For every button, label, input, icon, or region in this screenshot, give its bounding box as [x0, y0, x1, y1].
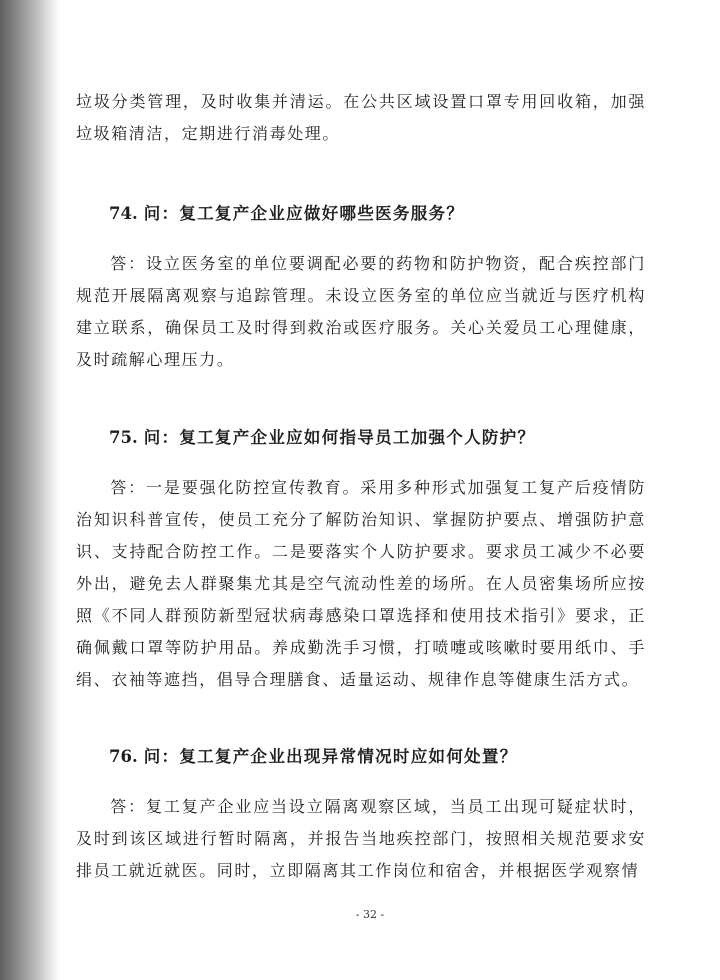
- question-74-heading: [109, 202, 464, 226]
- answer-75-text: 答：一是要强化防控宣传教育。采用多种形式加强复工复产后疫情防治知识科普宣传，使员工充分了解防治知识、掌握防护要点、增强防护意识、支持配合防控工作。二是要落实个人防护要求。要求员工减少不必要外出，避免去人群聚集尤其是空气流动性差的场所。在人员密集场所应按照《不同人群预防新型冠状病毒感染口罩选择和使用技术指引》要求，正确佩戴口罩等防护用品。养成勤洗手习惯，打喷嚏或咳嗽时要用纸巾、手绢、衣袖等遮挡，倡导合理膳食、适量运动、规律作息等健康生活方式。: [76, 478, 646, 689]
- question-76-heading: [109, 745, 518, 769]
- question-76-number: 76.: [109, 747, 138, 766]
- paragraph-intro: [76, 86, 646, 150]
- question-74-text: 问：复工复产企业应做好哪些医务服务？: [143, 204, 465, 223]
- document-page: [60, 0, 720, 980]
- paragraph-intro-text: 垃圾分类管理，及时收集并清运。在公共区域设置口罩专用回收箱，加强垃圾箱清洁，定期进行消毒处理。: [76, 92, 646, 143]
- answer-74: [76, 248, 646, 376]
- page-edge-shadow: [0, 0, 60, 980]
- question-75-heading: [109, 426, 535, 450]
- question-75-text: 问：复工复产企业应如何指导员工加强个人防护？: [143, 428, 536, 447]
- question-76-text: 问：复工复产企业出现异常情况时应如何处置？: [143, 747, 518, 766]
- answer-74-text: 答：设立医务室的单位要调配必要的药物和防护物资，配合疾控部门规范开展隔离观察与追踪管理。未设立医务室的单位应当就近与医疗机构建立联系，确保员工及时得到救治或医疗服务。关心关爱员工心理健康，及时疏解心理压力。: [76, 254, 646, 369]
- page-number: - 32 -: [355, 908, 385, 921]
- question-74-number: 74.: [109, 204, 138, 223]
- question-75-number: 75.: [109, 428, 138, 447]
- answer-75: [76, 472, 646, 696]
- answer-76: [76, 791, 646, 887]
- answer-76-text: 答：复工复产企业应当设立隔离观察区域，当员工出现可疑症状时，及时到该区域进行暂时隔离，并报告当地疾控部门，按照相关规范要求安排员工就近就医。同时，立即隔离其工作岗位和宿舍，并根据医学观察情: [76, 797, 646, 880]
